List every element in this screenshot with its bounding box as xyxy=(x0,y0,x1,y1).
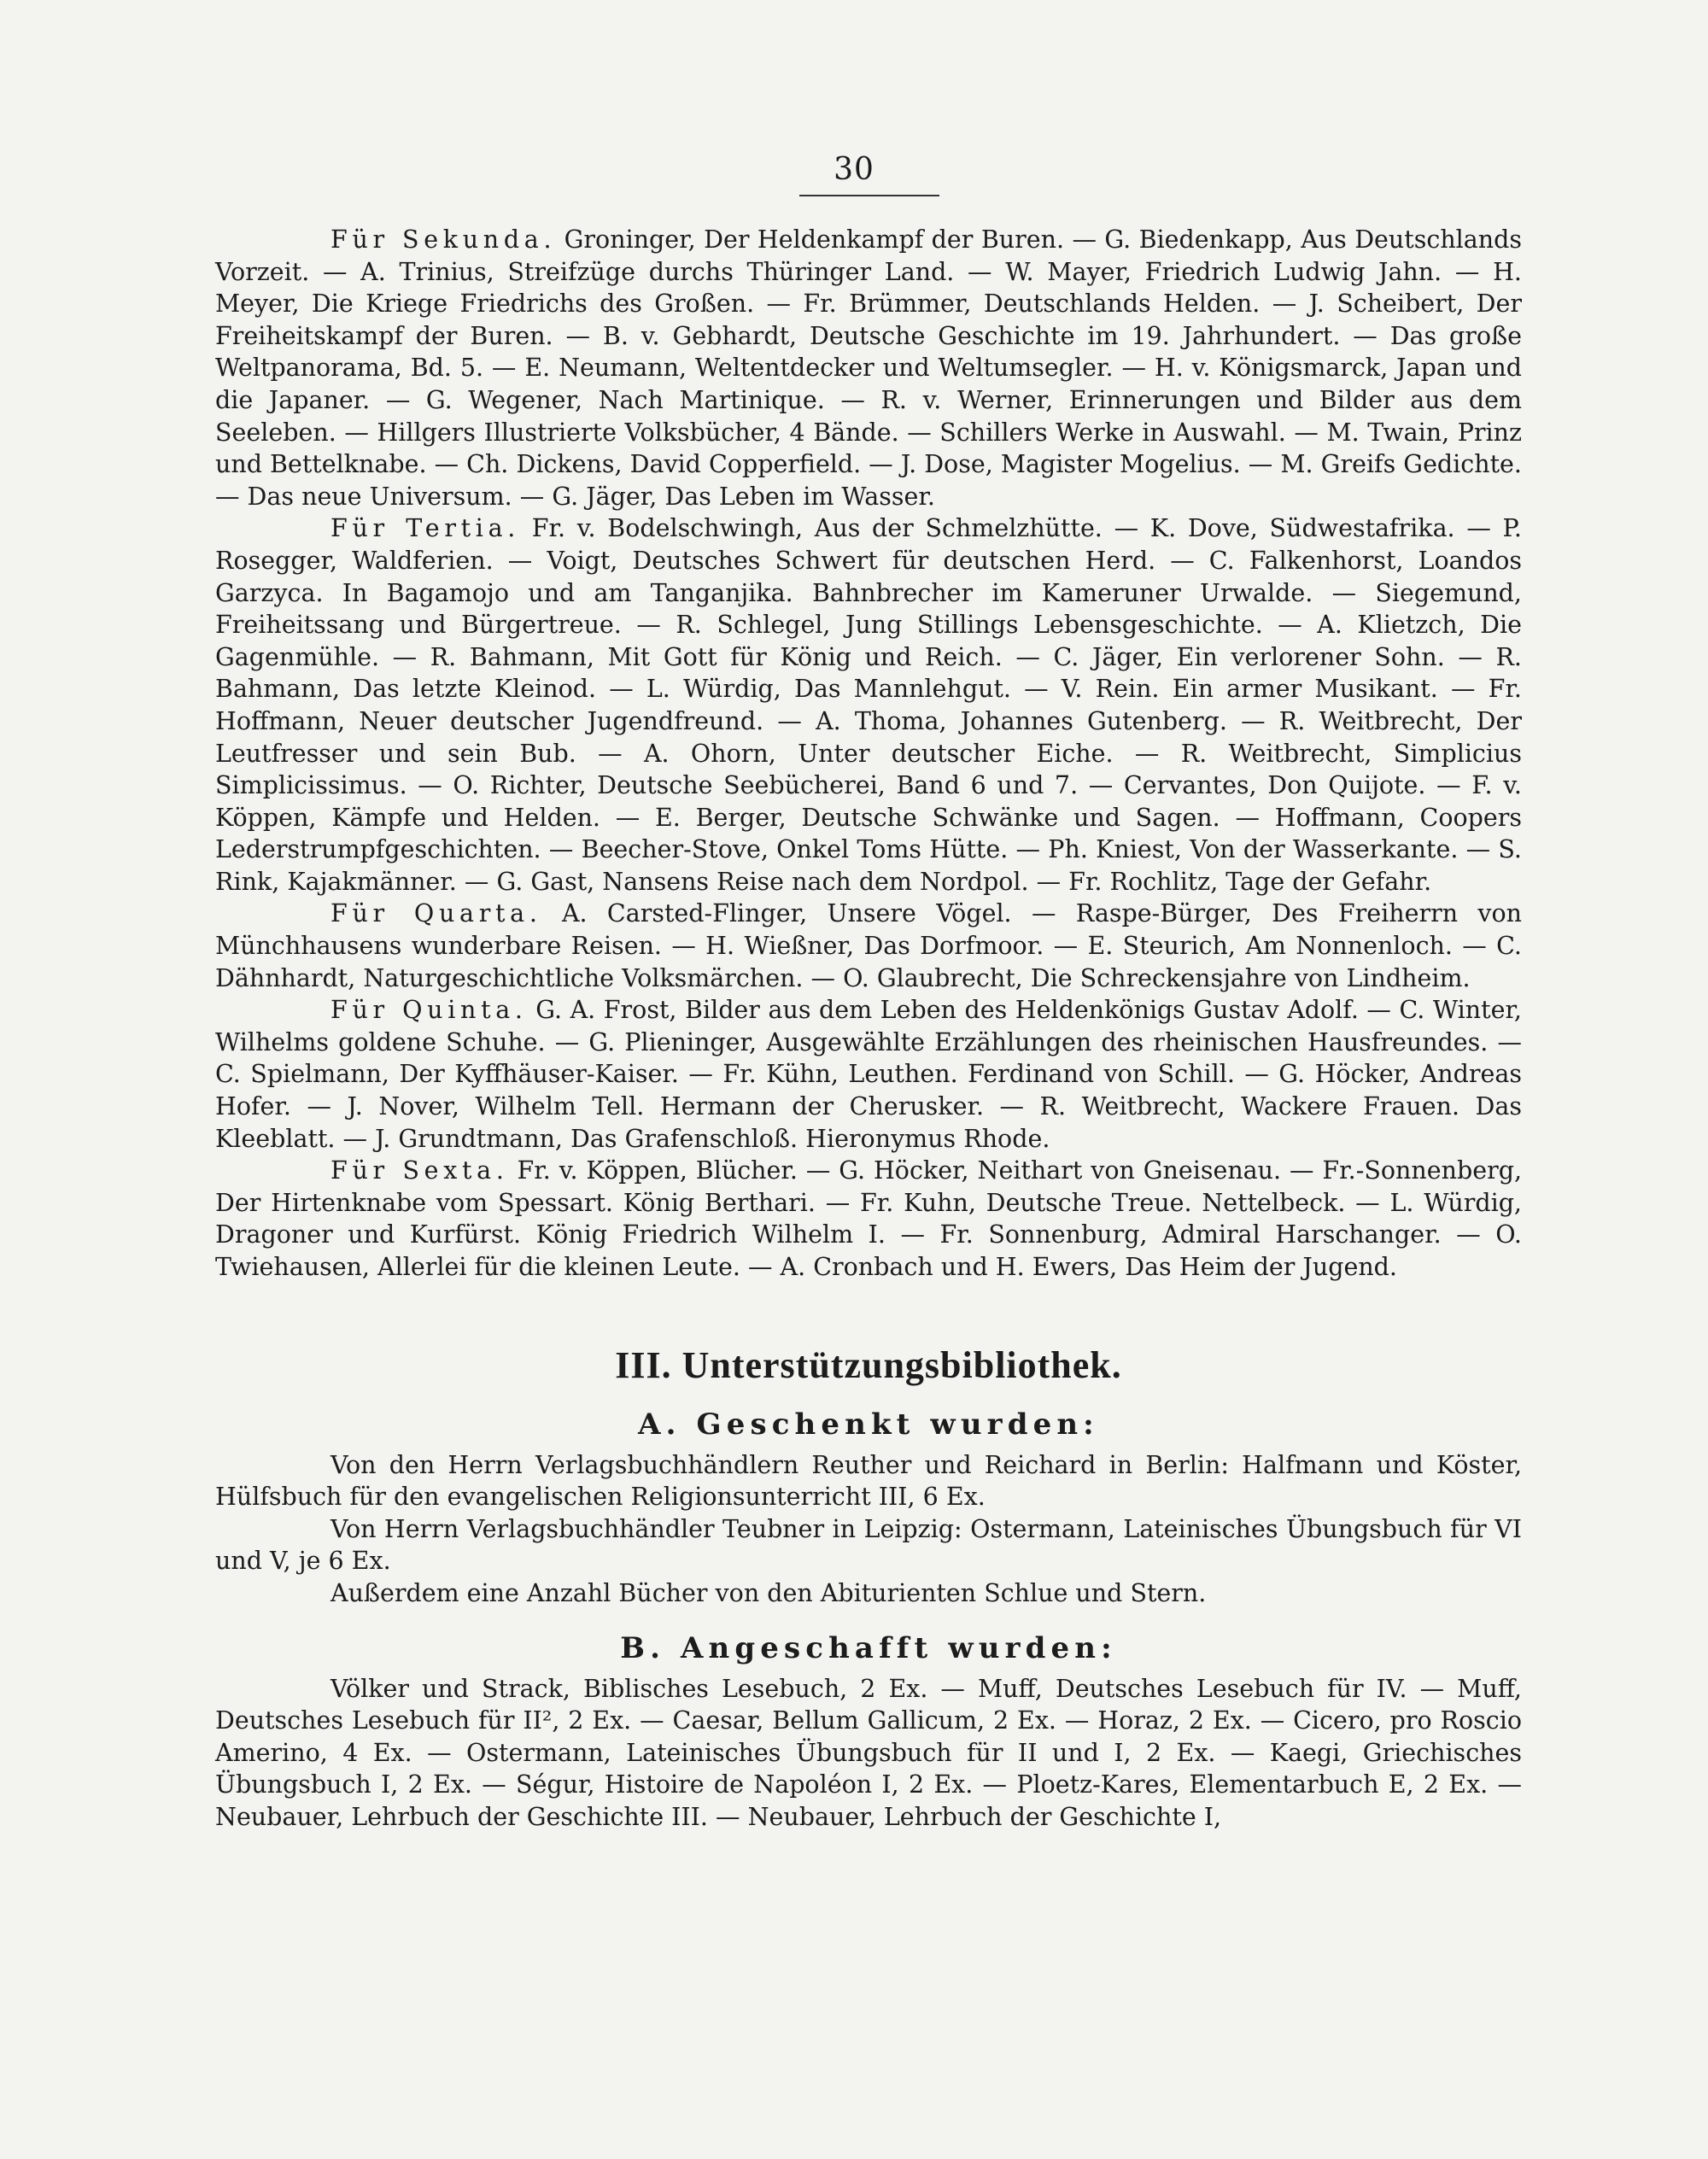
list-quinta xyxy=(215,994,1522,1155)
page-content xyxy=(215,224,1522,1834)
list-text-tertia: Fr. v. Bodelschwingh, Aus der Schmelzhütte. — K. Dove, Südwestafrika. — P. Rosegger, Waldferien. — Voigt, Deutsches Schwert für deutschen Herd. — C. Falkenhorst, Loandos Garzyca. In Bagamojo und am Tanganjika. Bahnbrecher im Kameruner Urwalde. — Siegemund, Freiheitssang und Bürgertreue. — R. Schlegel, Jung Stillings Lebensgeschichte. — A. Klietzch, Die Gagenmühle. — R. Bahmann, Mit Gott für König und Reich. — C. Jäger, Ein verlorener Sohn. — R. Bahmann, Das letzte Kleinod. — L. Würdig, Das Mannlehgut. — V. Rein. Ein armer Musikant. — Fr. Hoffmann, Neuer deutscher Jugendfreund. — A. Thoma, Johannes Gutenberg. — R. Weitbrecht, Der Leutfresser und sein Bub. — A. Ohorn, Unter deutscher Eiche. — R. Weitbrecht, Simplicius Simplicissimus. — O. Richter, Deutsche Seebücherei, Band 6 und 7. — Cervantes, Don Quijote. — F. v. Köppen, Kämpfe und Helden. — E. Berger, Deutsche Schwänke und Sagen. — Hoffmann, Coopers Lederstrumpfgeschichten. — Beecher-Stove, Onkel Toms Hütte. — Ph. Kniest, Von der Wasserkante. — S. Rink, Kajakmänner. — G. Gast, Nansens Reise nach dem Nordpol. — Fr. Rochlitz, Tage der Gefahr. xyxy=(215,514,1522,896)
angeschafft-heading: B. Angeschafft wurden: xyxy=(620,1630,1117,1665)
list-sekunda xyxy=(215,224,1522,512)
list-tertia xyxy=(215,512,1522,898)
list-text-quarta: A. Carsted-Flinger, Unsere Vögel. — Raspe-Bürger, Des Freiherrn von Münchhausens wunderbare Reisen. — H. Wießner, Das Dorfmoor. — E. Steurich, Am Nonnenloch. — C. Dähnhardt, Naturgeschichtliche Volksmärchen. — O. Glaubrecht, Die Schreckensjahre von Lindheim. xyxy=(215,899,1522,992)
class-label-sexta: Für Sexta. xyxy=(330,1156,509,1185)
list-sexta xyxy=(215,1155,1522,1283)
page-number-rule xyxy=(799,195,939,196)
list-text-quinta: G. A. Frost, Bilder aus dem Leben des Heldenkönigs Gustav Adolf. — C. Winter, Wilhelms goldene Schuhe. — G. Plieninger, Ausgewählte Erzählungen des rheinischen Hausfreundes. — C. Spielmann, Der Kyffhäuser-Kaiser. — Fr. Kühn, Leuthen. Ferdinand von Schill. — G. Höcker, Andreas Hofer. — J. Nover, Wilhelm Tell. Hermann der Cherusker. — R. Weitbrecht, Wackere Frauen. Das Kleeblatt. — J. Grundtmann, Das Grafenschloß. Hieronymus Rhode. xyxy=(215,996,1522,1153)
class-label-quarta: Für Quarta. xyxy=(330,899,542,928)
section-title: III. Unterstützungsbibliothek. xyxy=(615,1343,1122,1386)
list-text-sexta: Fr. v. Köppen, Blücher. — G. Höcker, Neithart von Gneisenau. — Fr.-Sonnenberg, Der Hirtenknabe vom Spessart. König Berthari. — Fr. Kuhn, Deutsche Treue. Nettelbeck. — L. Würdig, Dragoner und Kurfürst. König Friedrich Wilhelm I. — Fr. Sonnenburg, Admiral Harschanger. — O. Twiehausen, Allerlei für die kleinen Leute. — A. Cronbach und H. Ewers, Das Heim der Jugend. xyxy=(215,1156,1523,1281)
geschenkt-paragraph-1: Von den Herrn Verlagsbuchhändlern Reuther und Reichard in Berlin: Halfmann und Köster, Hülfsbuch für den evangelischen Religionsunterricht III, 6 Ex. xyxy=(215,1450,1522,1512)
list-text-sekunda: Groninger, Der Heldenkampf der Buren. — G. Biedenkapp, Aus Deutschlands Vorzeit. — A. Trinius, Streifzüge durchs Thüringer Land. — W. Mayer, Friedrich Ludwig Jahn. — H. Meyer, Die Kriege Friedrichs des Großen. — Fr. Brümmer, Deutschlands Helden. — J. Scheibert, Der Freiheitskampf der Buren. — B. v. Gebhardt, Deutsche Geschichte im 19. Jahrhundert. — Das große Weltpanorama, Bd. 5. — E. Neumann, Weltentdecker und Weltumsegler. — H. v. Königsmarck, Japan und die Japaner. — G. Wegener, Nach Martinique. — R. v. Werner, Erinnerungen und Bilder aus dem Seeleben. — Hillgers Illustrierte Volksbücher, 4 Bände. — Schillers Werke in Auswahl. — M. Twain, Prinz und Bettelknabe. — Ch. Dickens, David Copperfield. — J. Dose, Magister Mogelius. — M. Greifs Gedichte. — Das neue Universum. — G. Jäger, Das Leben im Wasser. xyxy=(215,225,1522,511)
geschenkt-heading: A. Geschenkt wurden: xyxy=(638,1407,1099,1442)
class-label-sekunda: Für Sekunda. xyxy=(330,225,557,254)
page-number: 30 xyxy=(834,152,874,187)
class-label-tertia: Für Tertia. xyxy=(330,514,521,543)
class-label-quinta: Für Quinta. xyxy=(330,996,528,1025)
geschenkt-paragraph-3: Außerdem eine Anzahl Bücher von den Abiturienten Schlue und Stern. xyxy=(330,1578,1207,1607)
list-quarta xyxy=(215,898,1522,994)
geschenkt-paragraph-2: Von Herrn Verlagsbuchhändler Teubner in Leipzig: Ostermann, Lateinisches Übungsbuch für VI und V, je 6 Ex. xyxy=(215,1514,1522,1576)
angeschafft-paragraph: Völker und Strack, Biblisches Lesebuch, 2 Ex. — Muff, Deutsches Lesebuch für IV. — Muff, Deutsches Lesebuch für II², 2 Ex. — Caesar, Bellum Gallicum, 2 Ex. — Horaz, 2 Ex. — Cicero, pro Roscio Amerino, 4 Ex. — Ostermann, Lateinisches Übungsbuch für II und I, 2 Ex. — Kaegi, Griechisches Übungsbuch I, 2 Ex. — Ségur, Histoire de Napoléon I, 2 Ex. — Ploetz-Kares, Elementarbuch E, 2 Ex. — Neubauer, Lehrbuch der Geschichte III. — Neubauer, Lehrbuch der Geschichte I, xyxy=(215,1674,1522,1831)
